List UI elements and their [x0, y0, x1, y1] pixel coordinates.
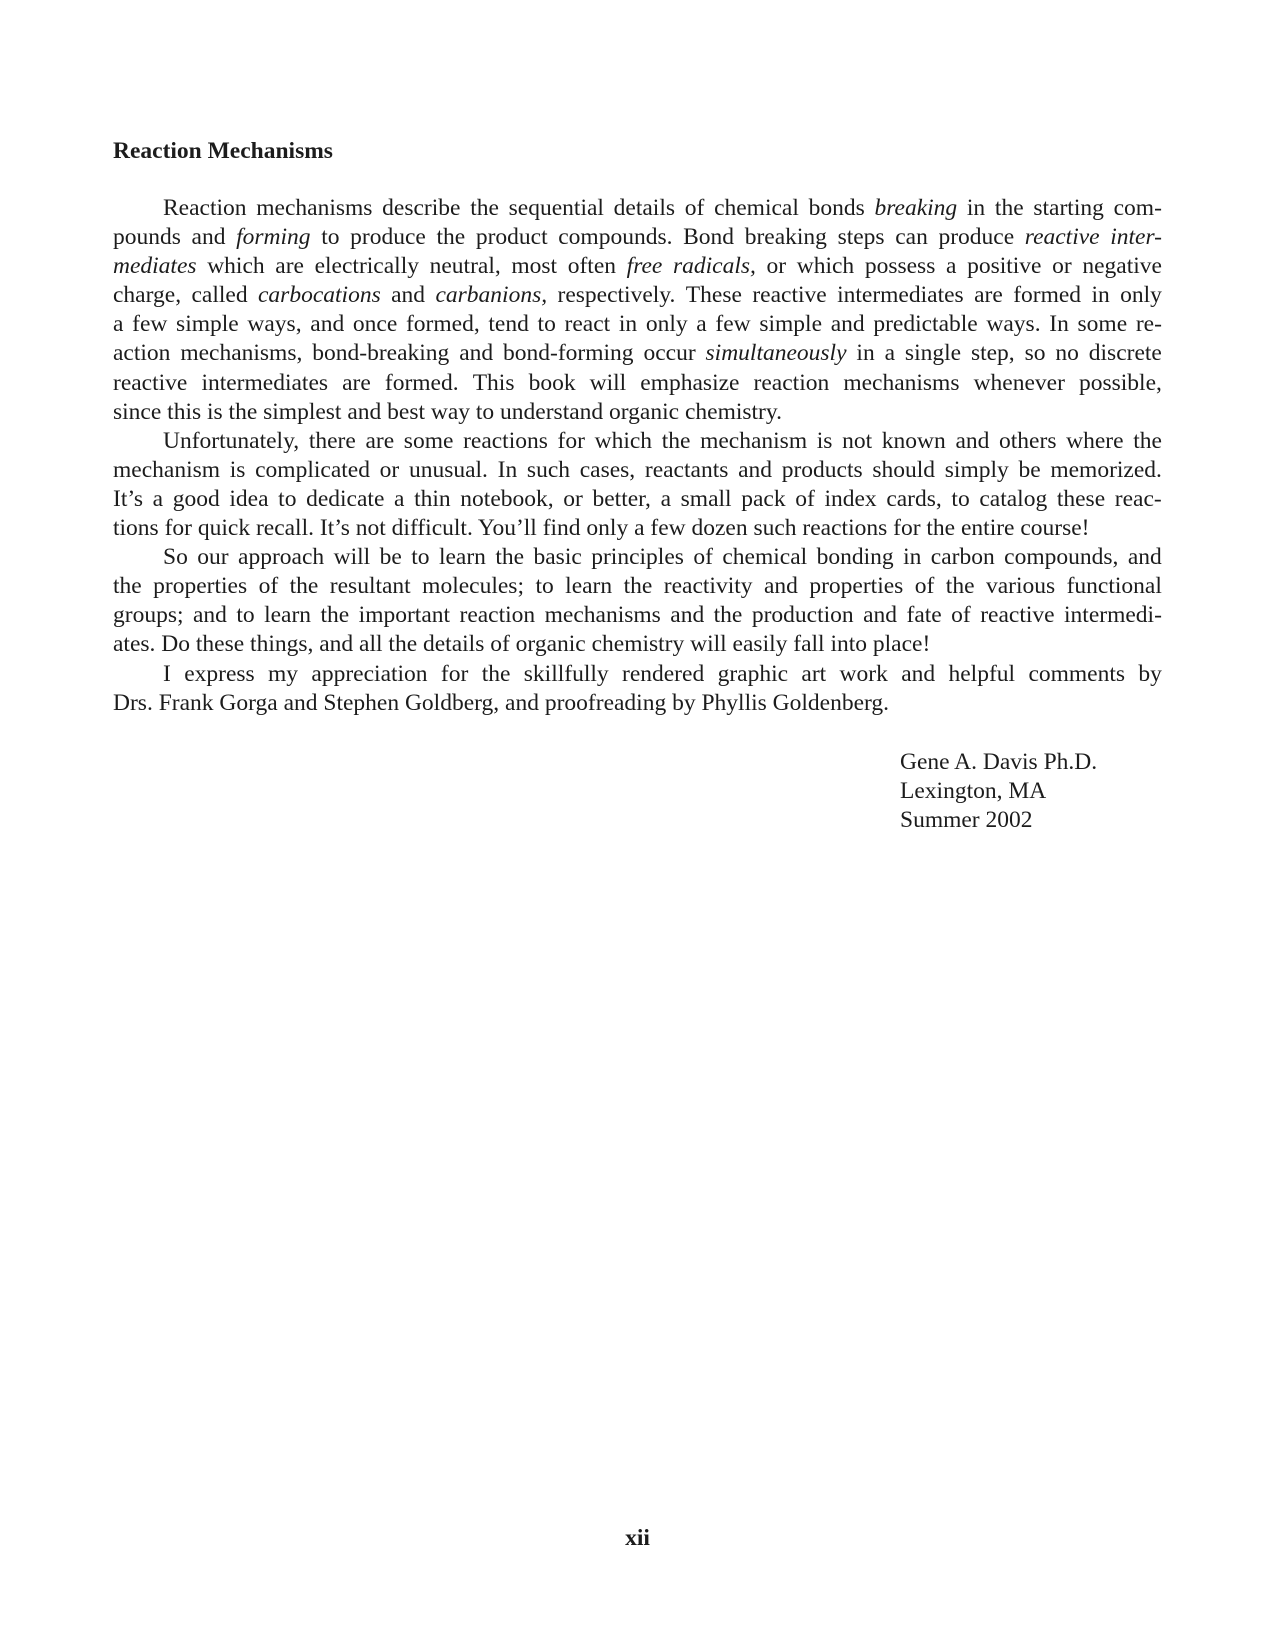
word: once — [352, 311, 398, 338]
word: learn — [438, 544, 486, 571]
word: react — [564, 311, 611, 338]
text-span: ates. Do these things, and all the details of organic chemistry will easily fall into place! — [113, 631, 931, 658]
word: and — [192, 602, 227, 629]
word: whenever — [973, 369, 1065, 396]
word: are — [275, 253, 304, 280]
word: is — [229, 456, 246, 483]
word: and — [1127, 544, 1162, 571]
word: catalog — [979, 485, 1048, 512]
word: in — [1091, 282, 1110, 309]
word: This — [472, 369, 515, 396]
word: for — [440, 660, 469, 687]
word: possible, — [1078, 369, 1162, 396]
word: a — [152, 485, 164, 512]
word: learn — [264, 602, 312, 629]
section-heading: Reaction Mechanisms — [113, 138, 333, 164]
text-line — [113, 398, 1162, 427]
word: in — [618, 311, 638, 338]
word: so — [1024, 340, 1046, 367]
word: and — [738, 456, 773, 483]
word: our — [197, 544, 229, 571]
word: will — [333, 544, 371, 571]
word: fate — [906, 602, 942, 629]
word: of — [684, 195, 705, 221]
text-line — [113, 310, 1162, 339]
word: basic — [533, 544, 582, 571]
word: a — [660, 485, 672, 512]
word: the — [713, 602, 743, 629]
word: graphic — [717, 660, 789, 687]
word: mediates — [113, 253, 197, 280]
word: product — [475, 224, 548, 251]
word: of — [795, 485, 815, 512]
word: helpful — [948, 660, 1016, 687]
word: my — [268, 660, 299, 687]
word: mechanisms — [544, 602, 661, 629]
word: neutral, — [429, 253, 501, 280]
word: work — [839, 660, 888, 687]
signature-date: Summer 2002 — [900, 807, 1033, 834]
word: book — [528, 369, 576, 396]
word: principles — [591, 544, 684, 571]
word: Unfortunately, — [163, 427, 300, 454]
word: dedicate — [306, 485, 385, 512]
word: the — [1133, 427, 1162, 454]
text-line — [113, 572, 1162, 601]
word: formed, — [405, 311, 480, 338]
word: and — [763, 573, 798, 600]
text-line — [113, 456, 1162, 485]
word: to — [321, 224, 340, 251]
word: reactions — [463, 427, 548, 454]
word: possess — [864, 253, 936, 280]
word: and — [830, 311, 865, 338]
word: rendered — [622, 660, 705, 687]
word: bond-forming — [503, 340, 634, 367]
word: bond-breaking — [312, 340, 450, 367]
word: discrete — [1088, 340, 1162, 367]
word: and — [310, 311, 345, 338]
paragraph — [113, 660, 1162, 718]
word: simply — [944, 456, 1009, 483]
word: the — [623, 573, 653, 600]
word: a — [884, 340, 896, 367]
word: mechanisms — [843, 369, 960, 396]
word: such — [526, 456, 570, 483]
word: bonding — [816, 544, 894, 571]
word: the — [436, 224, 466, 251]
word: unusual. — [408, 456, 488, 483]
word: to — [236, 602, 255, 629]
word: simple — [759, 311, 823, 338]
word: negative — [1082, 253, 1162, 280]
word: appreciation — [311, 660, 428, 687]
word: to — [278, 485, 297, 512]
word: the — [320, 602, 350, 629]
word: sequential — [508, 195, 604, 221]
word: resultant — [329, 573, 411, 600]
paragraph — [113, 543, 1162, 659]
word: express — [184, 660, 255, 687]
word: details — [613, 195, 676, 221]
word: learn — [565, 573, 613, 600]
word: and — [670, 602, 705, 629]
word: chemical — [714, 195, 799, 221]
text-line — [113, 223, 1162, 252]
word: pounds — [113, 224, 181, 251]
word: some — [403, 427, 454, 454]
word: groups; — [113, 602, 184, 629]
text-line — [113, 427, 1162, 456]
word: complicated — [255, 456, 370, 483]
word: art — [801, 660, 827, 687]
word: products — [781, 456, 863, 483]
word: reactive — [1024, 224, 1100, 251]
word: In — [1049, 311, 1069, 338]
word: reactivity — [663, 573, 753, 600]
word: single — [904, 340, 962, 367]
word: cards, — [886, 485, 942, 512]
word: there — [308, 427, 356, 454]
word: carbocations — [258, 282, 381, 309]
word: and — [191, 224, 226, 251]
word: known — [881, 427, 946, 454]
word: electrically — [314, 253, 419, 280]
word: mechanism — [113, 456, 221, 483]
word: various — [985, 573, 1056, 600]
word: called — [191, 282, 248, 309]
word: in — [966, 195, 986, 221]
text-line — [113, 543, 1162, 572]
word: be — [379, 544, 402, 571]
word: carbanions, — [435, 282, 548, 309]
word: good — [172, 485, 220, 512]
word: and — [955, 427, 990, 454]
word: pack — [741, 485, 786, 512]
word: the — [289, 573, 319, 600]
body-text — [113, 194, 1162, 718]
word: action — [113, 340, 171, 367]
word: formed. — [384, 369, 459, 396]
word: mechanism — [700, 427, 808, 454]
word: or — [379, 456, 400, 483]
word: the — [470, 195, 499, 221]
word: and — [391, 282, 426, 309]
text-span: tions for quick recall. It’s not difficult. You’ll find only a few dozen such reactions for the entire course! — [113, 515, 1090, 542]
word: to — [537, 311, 556, 338]
word: memorized. — [1050, 456, 1162, 483]
word: approach — [238, 544, 325, 571]
word: index — [824, 485, 877, 512]
word: and — [863, 602, 898, 629]
text-line — [113, 485, 1162, 514]
word: steps — [837, 224, 885, 251]
word: molecules; — [422, 573, 524, 600]
word: is — [816, 427, 833, 454]
text-line — [113, 660, 1162, 689]
word: of — [914, 573, 935, 600]
word: charge, — [113, 282, 182, 309]
word: thin — [414, 485, 451, 512]
word: others — [999, 427, 1057, 454]
page-number: xii — [625, 1525, 650, 1551]
text-line — [113, 514, 1162, 543]
word: free — [626, 253, 663, 280]
text-line — [113, 252, 1162, 281]
word: or — [1052, 253, 1072, 280]
word: can — [895, 224, 928, 251]
word: I — [163, 660, 171, 687]
text-line — [113, 601, 1162, 630]
word: step, — [970, 340, 1015, 367]
word: which — [796, 253, 855, 280]
word: the — [495, 544, 525, 571]
word: reaction — [753, 369, 830, 396]
word: bonds — [808, 195, 865, 221]
author-location: Lexington, MA — [900, 778, 1047, 805]
text-line — [113, 369, 1162, 398]
word: should — [872, 456, 936, 483]
paragraph — [113, 194, 1162, 427]
word: in — [856, 340, 875, 367]
word: some — [1077, 311, 1128, 338]
word: the — [113, 573, 142, 600]
word: better, — [592, 485, 651, 512]
text-span: since this is the simplest and best way to understand organic chemistry. — [113, 398, 782, 425]
word: a — [394, 485, 405, 512]
text-line — [113, 689, 1162, 718]
word: comments — [1028, 660, 1126, 687]
word: radicals, — [672, 253, 756, 280]
word: reaction — [459, 602, 536, 629]
word: the — [945, 573, 975, 600]
word: re- — [1135, 311, 1162, 338]
word: reactants — [644, 456, 729, 483]
text-span: Drs. Frank Gorga and Stephen Goldberg, and proofreading by Phyllis Goldenberg. — [113, 689, 890, 716]
word: breaking — [744, 224, 827, 251]
word: ways, — [247, 311, 302, 338]
word: In — [497, 456, 518, 483]
word: produce — [350, 224, 426, 251]
word: breaking — [874, 195, 958, 221]
word: are — [365, 427, 395, 454]
word: are — [342, 369, 371, 396]
word: forming — [236, 224, 311, 251]
word: or — [766, 253, 787, 280]
word: carbon — [930, 544, 995, 571]
word: reactive — [113, 369, 188, 396]
word: which — [594, 427, 653, 454]
word: the — [481, 660, 511, 687]
word: and — [459, 340, 494, 367]
text-line — [113, 630, 1162, 659]
word: simple — [176, 311, 239, 338]
word: to — [951, 485, 970, 512]
word: reac- — [1114, 485, 1162, 512]
word: mechanisms — [256, 195, 373, 221]
word: formed — [1013, 282, 1082, 309]
word: often — [567, 253, 617, 280]
word: It’s — [113, 485, 144, 512]
word: or — [563, 485, 583, 512]
word: of — [951, 602, 971, 629]
word: Reaction — [163, 195, 247, 221]
word: these — [1056, 485, 1106, 512]
word: reactive — [980, 602, 1055, 629]
word: of — [258, 573, 279, 600]
word: properties — [809, 573, 904, 600]
text-line — [113, 194, 1162, 223]
word: These — [685, 282, 742, 309]
word: and — [901, 660, 936, 687]
word: reactive — [752, 282, 827, 309]
word: inter- — [1110, 224, 1162, 251]
word: are — [974, 282, 1003, 309]
word: ways. — [986, 311, 1041, 338]
word: com- — [1113, 195, 1162, 221]
word: skillfully — [523, 660, 609, 687]
word: mechanisms, — [180, 340, 303, 367]
text-line — [113, 339, 1162, 368]
word: idea — [229, 485, 269, 512]
word: most — [511, 253, 558, 280]
word: of — [693, 544, 713, 571]
word: will — [589, 369, 627, 396]
word: small — [680, 485, 732, 512]
word: simultaneously — [705, 340, 847, 367]
author-name: Gene A. Davis Ph.D. — [900, 749, 1098, 775]
word: occur — [643, 340, 696, 367]
word: intermedi- — [1064, 602, 1162, 629]
word: emphasize — [640, 369, 740, 396]
word: to — [411, 544, 430, 571]
word: compounds, — [1004, 544, 1119, 571]
word: production — [751, 602, 854, 629]
word: the — [661, 427, 691, 454]
word: the — [994, 195, 1024, 221]
word: a — [113, 311, 124, 338]
word: starting — [1033, 195, 1104, 221]
word: tend — [488, 311, 529, 338]
word: for — [557, 427, 585, 454]
word: only — [1120, 282, 1162, 309]
word: cases, — [579, 456, 636, 483]
signature-block — [900, 748, 1097, 835]
word: functional — [1066, 573, 1162, 600]
word: So — [163, 544, 188, 571]
word: only — [645, 311, 688, 338]
word: compounds. — [558, 224, 673, 251]
word: respectively. — [557, 282, 676, 309]
word: predictable — [873, 311, 978, 338]
word: positive — [967, 253, 1042, 280]
word: few — [132, 311, 168, 338]
word: properties — [153, 573, 248, 600]
word: no — [1055, 340, 1079, 367]
word: be — [1018, 456, 1041, 483]
word: intermediates — [837, 282, 964, 309]
word: where — [1066, 427, 1124, 454]
word: few — [715, 311, 751, 338]
word: by — [1138, 660, 1162, 687]
word: which — [207, 253, 265, 280]
word: intermediates — [201, 369, 329, 396]
text-line — [113, 281, 1162, 310]
paragraph — [113, 427, 1162, 543]
word: a — [696, 311, 707, 338]
word: a — [945, 253, 957, 280]
word: not — [842, 427, 873, 454]
word: important — [358, 602, 451, 629]
word: notebook, — [460, 485, 554, 512]
word: to — [535, 573, 554, 600]
word: Bond — [683, 224, 735, 251]
word: describe — [382, 195, 461, 221]
word: chemical — [722, 544, 808, 571]
word: in — [903, 544, 922, 571]
word: produce — [938, 224, 1015, 251]
